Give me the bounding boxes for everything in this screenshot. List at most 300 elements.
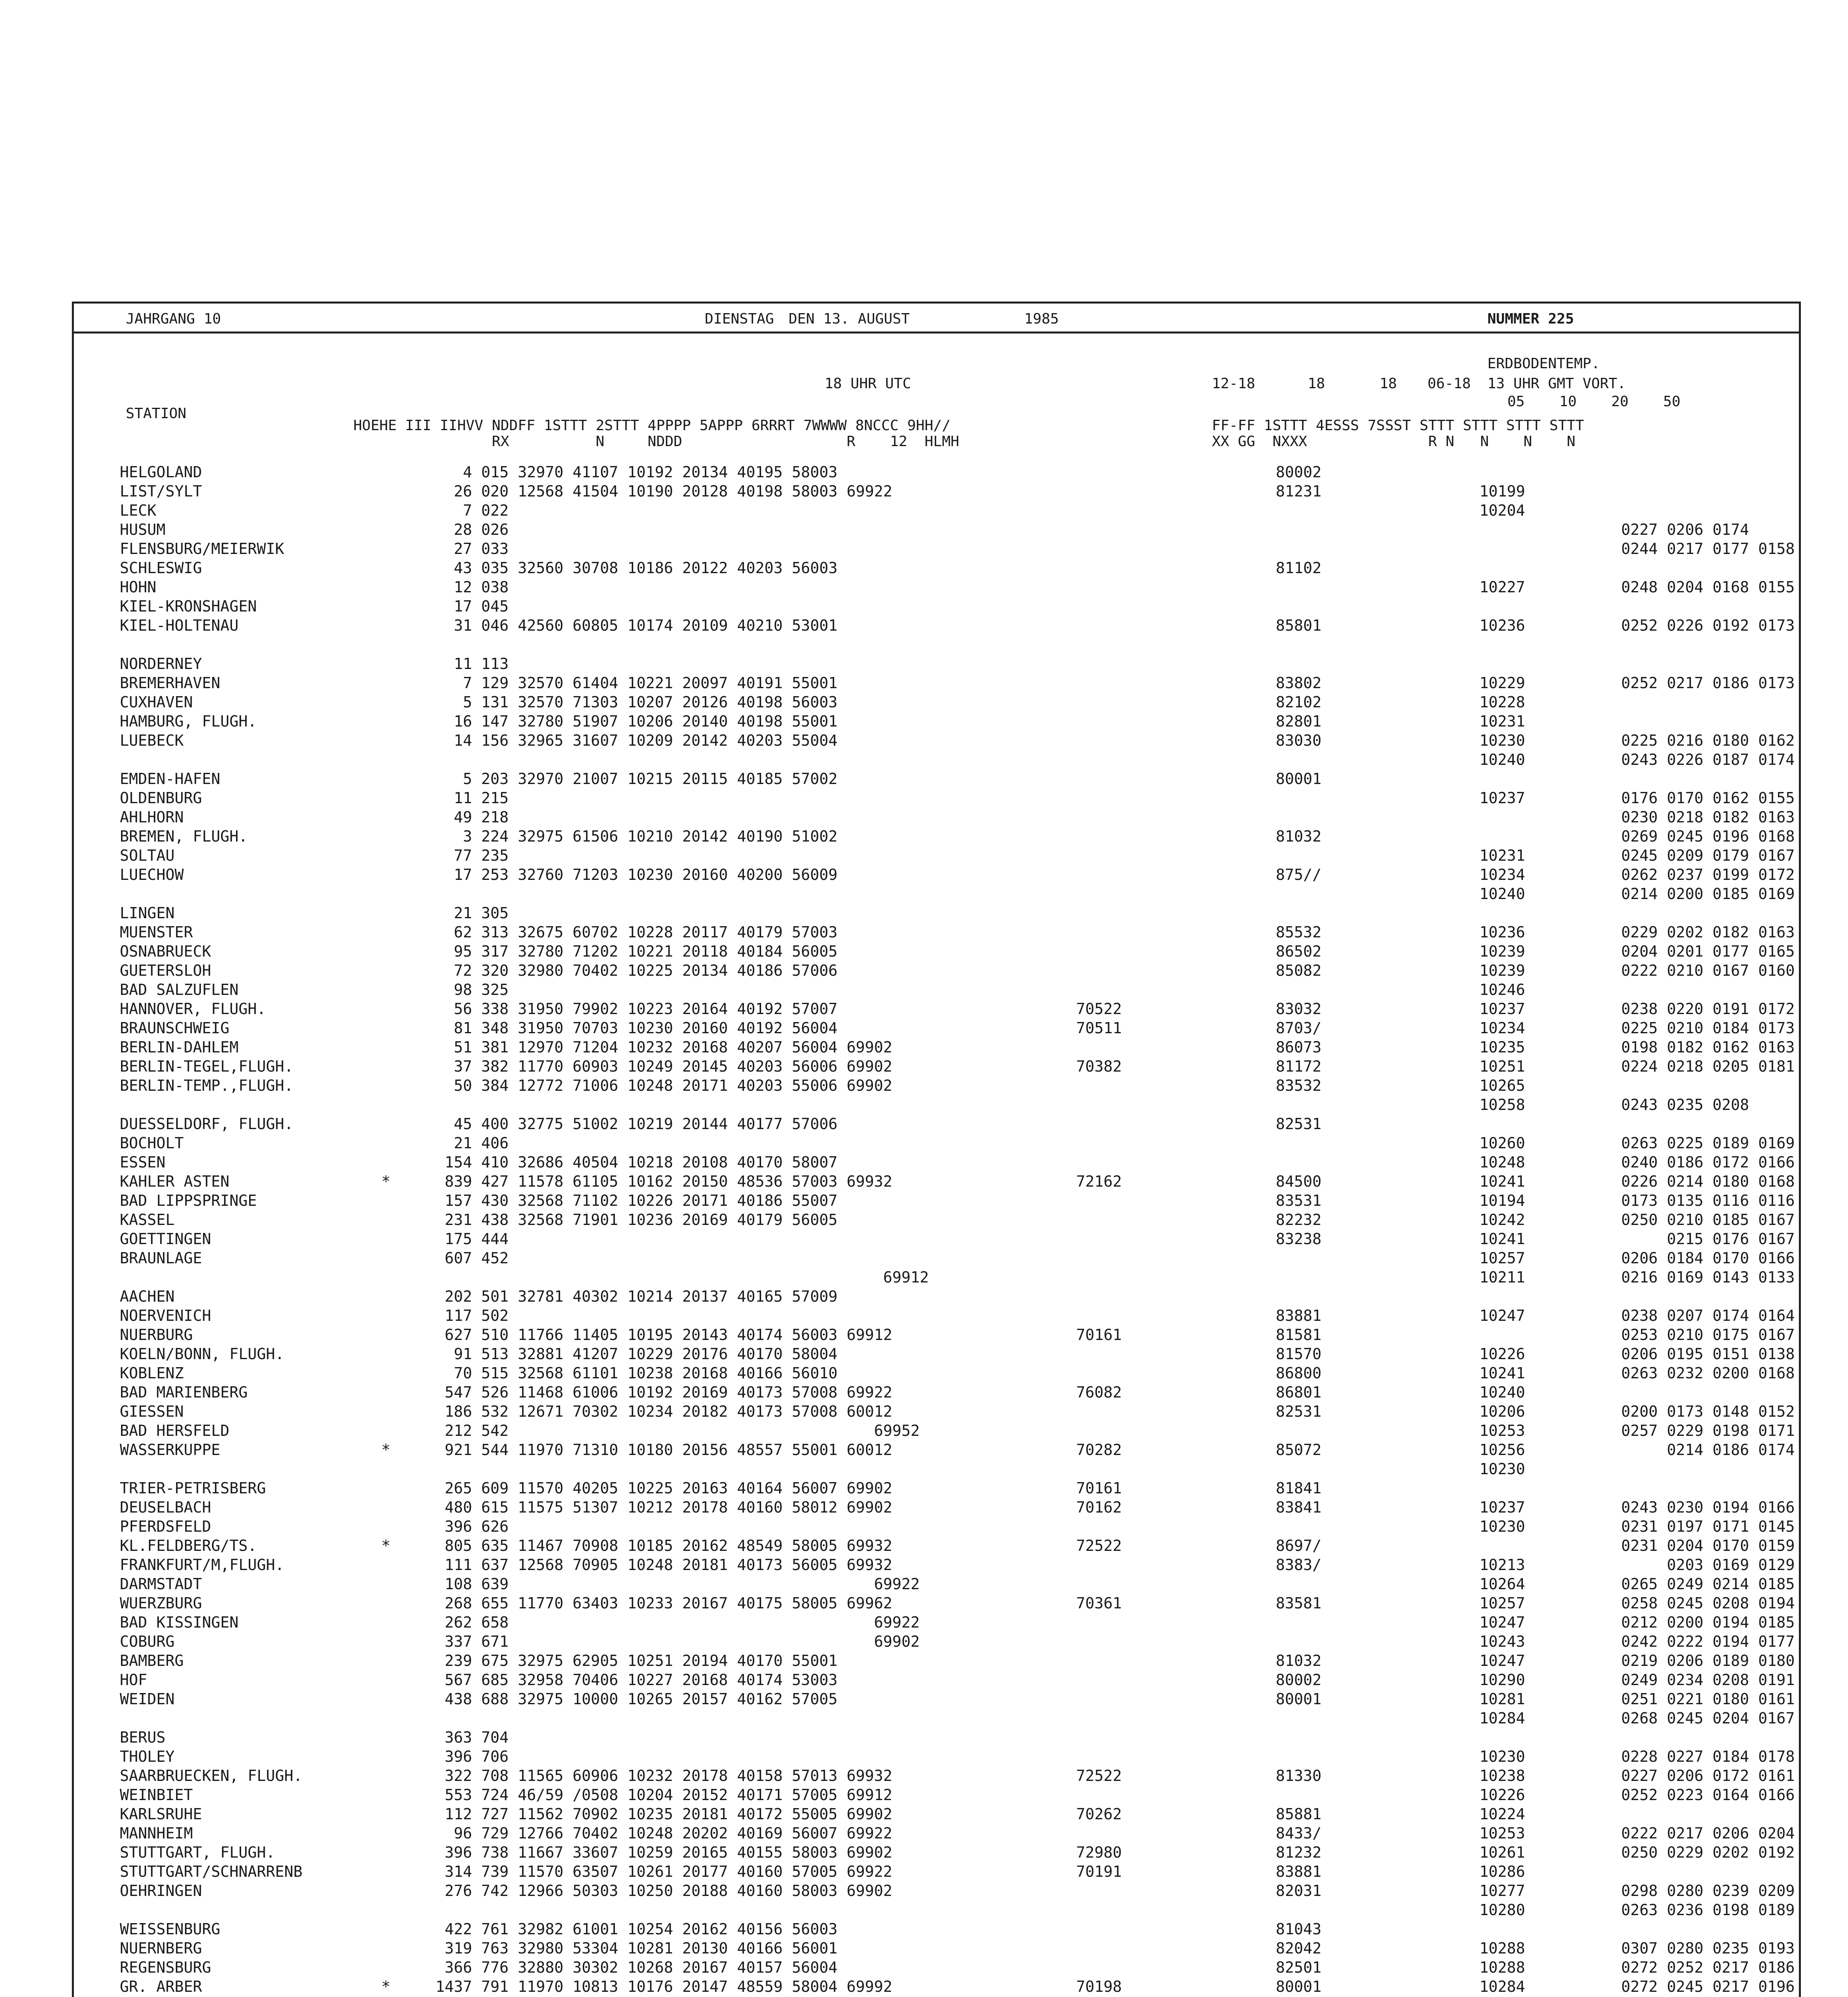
soil-temps: 0231 0204 0170 0159 bbox=[1621, 1537, 1795, 1554]
synop-groups: 31 046 42560 60805 10174 20109 40210 53001 bbox=[417, 617, 838, 634]
synop-groups: 5 203 32970 21007 10215 20115 40185 57002 bbox=[417, 770, 838, 788]
synop-groups: 157 430 32568 71102 10226 20171 40186 55007 bbox=[417, 1192, 838, 1209]
extreme-temps: 10265 bbox=[1479, 1077, 1525, 1094]
station-name: DUESSELDORF, FLUGH. bbox=[120, 1115, 293, 1133]
extreme-temps: 10230 bbox=[1479, 1518, 1525, 1535]
group-8nccc: 80002 bbox=[1276, 1671, 1322, 1689]
table-row bbox=[74, 1249, 1799, 1268]
station-name: HANNOVER, FLUGH. bbox=[120, 1000, 266, 1018]
mountain-marker: * bbox=[381, 1441, 391, 1459]
extreme-temps: 10206 bbox=[1479, 1403, 1525, 1420]
extreme-temps: 10261 bbox=[1479, 1844, 1525, 1861]
station-name: COBURG bbox=[120, 1633, 175, 1650]
soil-temps: 0228 0227 0184 0178 bbox=[1621, 1748, 1795, 1765]
table-row bbox=[74, 1192, 1799, 1211]
extreme-temps: 10257 bbox=[1479, 1594, 1525, 1612]
station-name: HOF bbox=[120, 1671, 147, 1689]
table-row bbox=[74, 1690, 1799, 1709]
table-row bbox=[74, 1633, 1799, 1652]
station-name: WASSERKUPPE bbox=[120, 1441, 220, 1459]
soil-temps: 0245 0209 0179 0167 bbox=[1621, 847, 1795, 864]
group-7wwww: 70522 bbox=[1076, 1000, 1122, 1018]
soil-temps: 0263 0232 0200 0168 bbox=[1621, 1364, 1795, 1382]
table-row bbox=[74, 463, 1799, 482]
station-name: CUXHAVEN bbox=[120, 693, 193, 711]
table-row bbox=[74, 866, 1799, 885]
table-row bbox=[74, 1153, 1799, 1173]
group-8nccc: 81232 bbox=[1276, 1844, 1322, 1861]
extreme-temps: 10260 bbox=[1479, 1134, 1525, 1152]
synop-groups: 480 615 11575 51307 10212 20178 40160 58012 69902 bbox=[417, 1499, 892, 1516]
extreme-temps: 10231 bbox=[1479, 847, 1525, 864]
extreme-temps: 10229 bbox=[1479, 674, 1525, 692]
jahrgang-label: JAHRGANG 10 bbox=[126, 311, 221, 327]
weekday-label: DIENSTAG bbox=[705, 311, 774, 327]
synop-groups: 117 502 bbox=[417, 1307, 509, 1324]
table-row bbox=[74, 1671, 1799, 1690]
group-8nccc: 82501 bbox=[1276, 1959, 1322, 1976]
extreme-temps: 10234 bbox=[1479, 866, 1525, 883]
issue-number: NUMMER 225 bbox=[1487, 311, 1574, 327]
station-name: WEISSENBURG bbox=[120, 1920, 220, 1938]
soil-temps: 0200 0173 0148 0152 bbox=[1621, 1403, 1795, 1420]
soil-temps: 0250 0229 0202 0192 bbox=[1621, 1844, 1795, 1861]
group-7wwww: 70198 bbox=[1076, 1978, 1122, 1995]
soil-temps: 0269 0245 0196 0168 bbox=[1621, 828, 1795, 845]
extreme-temps: 10230 bbox=[1479, 1460, 1525, 1478]
soil-temps: 0227 0206 0172 0161 bbox=[1621, 1767, 1795, 1785]
table-row bbox=[74, 1729, 1799, 1748]
col-13uhr: 13 UHR GMT VORT. bbox=[1487, 375, 1626, 392]
table-row bbox=[74, 1844, 1799, 1863]
synop-groups: 51 381 12970 71204 10232 20168 40207 56004 69902 bbox=[417, 1038, 892, 1056]
synop-groups: 11 215 bbox=[417, 789, 509, 807]
synop-groups: 422 761 32982 61001 10254 20162 40156 56003 bbox=[417, 1920, 838, 1938]
soil-temps: 0222 0210 0167 0160 bbox=[1621, 962, 1795, 979]
extreme-temps: 10264 bbox=[1479, 1575, 1525, 1593]
group-7wwww: 70191 bbox=[1076, 1863, 1122, 1880]
station-name: KIEL-KRONSHAGEN bbox=[120, 598, 257, 615]
station-name: FRANKFURT/M,FLUGH. bbox=[120, 1556, 284, 1574]
extreme-temps: 10253 bbox=[1479, 1824, 1525, 1842]
synop-groups: 7 022 bbox=[417, 502, 509, 519]
station-name: OEHRINGEN bbox=[120, 1882, 202, 1900]
table-row bbox=[74, 1403, 1799, 1422]
group-8nccc: 83802 bbox=[1276, 674, 1322, 692]
group-8nccc: 83238 bbox=[1276, 1230, 1322, 1248]
synop-groups: 396 706 bbox=[417, 1748, 509, 1765]
soil-temps: 0272 0245 0217 0196 bbox=[1621, 1978, 1795, 1995]
synop-groups: 21 406 bbox=[417, 1134, 509, 1152]
station-name: LECK bbox=[120, 502, 157, 519]
station-name: BERLIN-TEMP.,FLUGH. bbox=[120, 1077, 293, 1094]
extreme-temps: 10226 bbox=[1479, 1786, 1525, 1804]
extreme-temps: 10288 bbox=[1479, 1959, 1525, 1976]
extreme-temps: 10211 bbox=[1479, 1268, 1525, 1286]
station-name: NORDERNEY bbox=[120, 655, 202, 673]
table-row bbox=[74, 1077, 1799, 1096]
table-row bbox=[74, 1652, 1799, 1671]
group-8nccc: 83881 bbox=[1276, 1863, 1322, 1880]
extreme-temps: 10237 bbox=[1479, 789, 1525, 807]
station-name: BRAUNLAGE bbox=[120, 1249, 202, 1267]
group-8nccc: 83531 bbox=[1276, 1192, 1322, 1209]
group-8nccc: 84500 bbox=[1276, 1173, 1322, 1190]
right-columns-header: FF-FF 1STTT 4ESSS 7SSST STTT STTT STTT STTT bbox=[1212, 417, 1584, 434]
group-8nccc: 81231 bbox=[1276, 482, 1322, 500]
weather-report-sheet bbox=[72, 302, 1801, 1997]
group-7wwww: 70361 bbox=[1076, 1594, 1122, 1612]
synop-groups: 108 639 69922 bbox=[417, 1575, 920, 1593]
group-8nccc: 875// bbox=[1276, 866, 1322, 883]
soil-temps: 0198 0182 0162 0163 bbox=[1621, 1038, 1795, 1056]
table-row bbox=[74, 828, 1799, 847]
table-row bbox=[74, 1460, 1799, 1479]
table-row bbox=[74, 1058, 1799, 1077]
table-row bbox=[74, 1748, 1799, 1767]
soil-temps: 0224 0218 0205 0181 bbox=[1621, 1058, 1795, 1075]
table-row bbox=[74, 1000, 1799, 1019]
table-row bbox=[74, 1268, 1799, 1288]
synop-groups: 45 400 32775 51002 10219 20144 40177 57006 bbox=[417, 1115, 838, 1133]
table-row bbox=[74, 502, 1799, 521]
extreme-temps: 10204 bbox=[1479, 502, 1525, 519]
soil-temps: 0243 0235 0208 bbox=[1621, 1096, 1749, 1114]
soil-temps: 0203 0169 0129 bbox=[1621, 1556, 1795, 1574]
station-name: BRAUNSCHWEIG bbox=[120, 1019, 230, 1037]
table-row bbox=[74, 1288, 1799, 1307]
group-8nccc: 81032 bbox=[1276, 828, 1322, 845]
soil-temps: 0250 0210 0185 0167 bbox=[1621, 1211, 1795, 1229]
table-row bbox=[74, 540, 1799, 559]
station-name: WEIDEN bbox=[120, 1690, 175, 1708]
station-name: DEUSELBACH bbox=[120, 1499, 211, 1516]
synop-groups: 607 452 bbox=[417, 1249, 509, 1267]
table-row bbox=[74, 1345, 1799, 1364]
group-8nccc: 81581 bbox=[1276, 1326, 1322, 1344]
extreme-temps: 10231 bbox=[1479, 713, 1525, 730]
group-8nccc: 82531 bbox=[1276, 1115, 1322, 1133]
group-7wwww: 72980 bbox=[1076, 1844, 1122, 1861]
group-8nccc: 81841 bbox=[1276, 1479, 1322, 1497]
synop-groups: 77 235 bbox=[417, 847, 509, 864]
station-name: LUEBECK bbox=[120, 732, 184, 749]
station-name: BERLIN-TEGEL,FLUGH. bbox=[120, 1058, 293, 1075]
synop-groups: 1437 791 11970 10813 10176 20147 48559 58004 69992 bbox=[417, 1978, 892, 1995]
station-name: HOHN bbox=[120, 578, 157, 596]
extreme-temps: 10247 bbox=[1479, 1614, 1525, 1631]
group-8nccc: 81043 bbox=[1276, 1920, 1322, 1938]
group-8nccc: 8703/ bbox=[1276, 1019, 1322, 1037]
table-row bbox=[74, 1709, 1799, 1729]
soil-temps: 0230 0218 0182 0163 bbox=[1621, 808, 1795, 826]
synop-groups: 56 338 31950 79902 10223 20164 40192 57007 bbox=[417, 1000, 838, 1018]
mountain-marker: * bbox=[381, 1173, 391, 1190]
group-8nccc: 83881 bbox=[1276, 1307, 1322, 1324]
group-8nccc: 83532 bbox=[1276, 1077, 1322, 1094]
extreme-temps: 10238 bbox=[1479, 1767, 1525, 1785]
synop-groups: 337 671 69902 bbox=[417, 1633, 920, 1650]
table-row bbox=[74, 1978, 1799, 1997]
extreme-temps: 10284 bbox=[1479, 1709, 1525, 1727]
table-row bbox=[74, 923, 1799, 943]
table-row bbox=[74, 559, 1799, 578]
table-row bbox=[74, 1939, 1799, 1959]
soil-temps: 0176 0170 0162 0155 bbox=[1621, 789, 1795, 807]
station-name: AACHEN bbox=[120, 1288, 175, 1305]
extreme-temps: 10286 bbox=[1479, 1863, 1525, 1880]
extreme-temps: 10230 bbox=[1479, 1748, 1525, 1765]
erdboden-title: ERDBODENTEMP. bbox=[1487, 355, 1600, 372]
extreme-temps: 10242 bbox=[1479, 1211, 1525, 1229]
group-8nccc: 83030 bbox=[1276, 732, 1322, 749]
extreme-temps: 10280 bbox=[1479, 1901, 1525, 1919]
soil-temps: 0249 0234 0208 0191 bbox=[1621, 1671, 1795, 1689]
station-name: BAD MARIENBERG bbox=[120, 1384, 248, 1401]
station-name: BOCHOLT bbox=[120, 1134, 184, 1152]
extreme-temps: 10241 bbox=[1479, 1364, 1525, 1382]
synop-groups: 175 444 bbox=[417, 1230, 509, 1248]
table-row bbox=[74, 1096, 1799, 1115]
station-name: KOBLENZ bbox=[120, 1364, 184, 1382]
synop-groups: 12 038 bbox=[417, 578, 509, 596]
table-row bbox=[74, 1518, 1799, 1537]
synop-groups: 5 131 32570 71303 10207 20126 40198 56003 bbox=[417, 693, 838, 711]
synop-groups: 396 738 11667 33607 10259 20165 40155 58003 69902 bbox=[417, 1844, 892, 1861]
soil-temps: 0173 0135 0116 0116 bbox=[1621, 1192, 1795, 1209]
table-row bbox=[74, 655, 1799, 674]
station-name: LUECHOW bbox=[120, 866, 184, 883]
station-name: OSNABRUECK bbox=[120, 943, 211, 960]
group-8nccc: 81172 bbox=[1276, 1058, 1322, 1075]
table-row bbox=[74, 847, 1799, 866]
station-name: BAD HERSFELD bbox=[120, 1422, 230, 1439]
table-row bbox=[74, 1422, 1799, 1441]
synop-groups: 4 015 32970 41107 10192 20134 40195 58003 bbox=[417, 463, 838, 481]
soil-temps: 0231 0197 0171 0145 bbox=[1621, 1518, 1795, 1535]
station-name: KASSEL bbox=[120, 1211, 175, 1229]
extreme-temps: 10226 bbox=[1479, 1345, 1525, 1363]
soil-temps: 0204 0201 0177 0165 bbox=[1621, 943, 1795, 960]
station-name: OLDENBURG bbox=[120, 789, 202, 807]
station-name: LIST/SYLT bbox=[120, 482, 202, 500]
table-row bbox=[74, 1824, 1799, 1844]
group-8nccc: 82102 bbox=[1276, 693, 1322, 711]
soil-temps: 0265 0249 0214 0185 bbox=[1621, 1575, 1795, 1593]
table-row bbox=[74, 885, 1799, 904]
synop-groups: 37 382 11770 60903 10249 20145 40203 56006 69902 bbox=[417, 1058, 892, 1075]
extreme-temps: 10240 bbox=[1479, 751, 1525, 768]
synop-groups: 547 526 11468 61006 10192 20169 40173 57008 69922 bbox=[417, 1384, 892, 1401]
group-8nccc: 85801 bbox=[1276, 617, 1322, 634]
table-row bbox=[74, 1038, 1799, 1058]
extreme-temps: 10246 bbox=[1479, 981, 1525, 998]
soil-temps: 0263 0236 0198 0189 bbox=[1621, 1901, 1795, 1919]
table-row bbox=[74, 808, 1799, 828]
extreme-temps: 10290 bbox=[1479, 1671, 1525, 1689]
extreme-temps: 10230 bbox=[1479, 732, 1525, 749]
group-8nccc: 82801 bbox=[1276, 713, 1322, 730]
mountain-marker: * bbox=[381, 1978, 391, 1995]
table-row bbox=[74, 904, 1799, 923]
extreme-temps: 10235 bbox=[1479, 1038, 1525, 1056]
synop-groups: 96 729 12766 70402 10248 20202 40169 56007 69922 bbox=[417, 1824, 892, 1842]
station-name: KAHLER ASTEN bbox=[120, 1173, 230, 1190]
synop-groups: 366 776 32880 30302 10268 20167 40157 56004 bbox=[417, 1959, 838, 1976]
table-row bbox=[74, 981, 1799, 1000]
synop-groups: 7 129 32570 61404 10221 20097 40191 55001 bbox=[417, 674, 838, 692]
synop-groups: 21 305 bbox=[417, 904, 509, 922]
group-8nccc: 8697/ bbox=[1276, 1537, 1322, 1554]
station-header: STATION bbox=[126, 405, 186, 422]
station-name: BREMERHAVEN bbox=[120, 674, 220, 692]
station-name: TRIER-PETRISBERG bbox=[120, 1479, 266, 1497]
extreme-temps: 10253 bbox=[1479, 1422, 1525, 1439]
synop-groups: 231 438 32568 71901 10236 20169 40179 56005 bbox=[417, 1211, 838, 1229]
station-name: AHLHORN bbox=[120, 808, 184, 826]
group-7wwww: 70262 bbox=[1076, 1805, 1122, 1823]
soil-temps: 0253 0210 0175 0167 bbox=[1621, 1326, 1795, 1344]
station-name: BAD SALZUFLEN bbox=[120, 981, 239, 998]
extreme-temps: 10199 bbox=[1479, 482, 1525, 500]
station-name: WEINBIET bbox=[120, 1786, 193, 1804]
extreme-temps: 10288 bbox=[1479, 1939, 1525, 1957]
synop-groups: 186 532 12671 70302 10234 20182 40173 57008 60012 bbox=[417, 1403, 892, 1420]
synop-groups: 553 724 46/59 /0508 10204 20152 40171 57005 69912 bbox=[417, 1786, 892, 1804]
table-row bbox=[74, 1575, 1799, 1594]
extreme-temps: 10257 bbox=[1479, 1249, 1525, 1267]
soil-temps: 0257 0229 0198 0171 bbox=[1621, 1422, 1795, 1439]
synop-groups: 17 253 32760 71203 10230 20160 40200 56009 bbox=[417, 866, 838, 883]
soil-temps: 0212 0200 0194 0185 bbox=[1621, 1614, 1795, 1631]
col-18a: 18 bbox=[1308, 375, 1325, 392]
soil-temps: 0248 0204 0168 0155 bbox=[1621, 578, 1795, 596]
station-name: NUERBURG bbox=[120, 1326, 193, 1344]
mountain-marker: * bbox=[381, 1537, 391, 1554]
table-row bbox=[74, 598, 1799, 617]
extreme-temps: 10241 bbox=[1479, 1173, 1525, 1190]
station-name: STUTTGART, FLUGH. bbox=[120, 1844, 275, 1861]
extreme-temps: 10237 bbox=[1479, 1000, 1525, 1018]
table-row bbox=[74, 1959, 1799, 1978]
soil-temps: 0214 0186 0174 bbox=[1621, 1441, 1795, 1459]
soil-temps: 0225 0210 0184 0173 bbox=[1621, 1019, 1795, 1037]
group-8nccc: 83581 bbox=[1276, 1594, 1322, 1612]
group-8nccc: 86073 bbox=[1276, 1038, 1322, 1056]
synop-groups: 72 320 32980 70402 10225 20134 40186 57006 bbox=[417, 962, 838, 979]
date-label: DEN 13. AUGUST bbox=[789, 311, 910, 327]
station-name: HUSUM bbox=[120, 521, 166, 538]
soil-temps: 0206 0195 0151 0138 bbox=[1621, 1345, 1795, 1363]
station-name: KL.FELDBERG/TS. bbox=[120, 1537, 257, 1554]
synop-groups: 91 513 32881 41207 10229 20176 40170 58004 bbox=[417, 1345, 838, 1363]
table-row bbox=[74, 943, 1799, 962]
station-name: FLENSBURG/MEIERWIK bbox=[120, 540, 284, 558]
station-name: GUETERSLOH bbox=[120, 962, 211, 979]
group-7wwww: 72522 bbox=[1076, 1767, 1122, 1785]
extreme-temps: 10240 bbox=[1479, 1384, 1525, 1401]
soil-temps: 0214 0200 0185 0169 bbox=[1621, 885, 1795, 903]
group-7wwww: 70282 bbox=[1076, 1441, 1122, 1459]
synop-groups: 81 348 31950 70703 10230 20160 40192 56004 bbox=[417, 1019, 838, 1037]
station-name: NOERVENICH bbox=[120, 1307, 211, 1324]
soil-temps: 0272 0252 0217 0186 bbox=[1621, 1959, 1795, 1976]
synop-groups: 921 544 11970 71310 10180 20156 48557 55001 60012 bbox=[417, 1441, 892, 1459]
group-7wwww: 70161 bbox=[1076, 1479, 1122, 1497]
synop-groups: 314 739 11570 63507 10261 20177 40160 57005 69922 bbox=[417, 1863, 892, 1880]
soil-temps: 0252 0217 0186 0173 bbox=[1621, 674, 1795, 692]
extreme-temps: 10241 bbox=[1479, 1230, 1525, 1248]
table-row bbox=[74, 521, 1799, 540]
table-row bbox=[74, 1307, 1799, 1326]
table-row bbox=[74, 1805, 1799, 1824]
soil-temps: 0238 0207 0174 0164 bbox=[1621, 1307, 1795, 1324]
extreme-temps: 10239 bbox=[1479, 943, 1525, 960]
group-8nccc: 81330 bbox=[1276, 1767, 1322, 1785]
group-8nccc: 80001 bbox=[1276, 1690, 1322, 1708]
soil-temps: 0298 0280 0239 0209 bbox=[1621, 1882, 1795, 1900]
synop-groups: 239 675 32975 62905 10251 20194 40170 55001 bbox=[417, 1652, 838, 1669]
station-name: KIEL-HOLTENAU bbox=[120, 617, 239, 634]
synop-groups: 70 515 32568 61101 10238 20168 40166 56010 bbox=[417, 1364, 838, 1382]
synop-groups: 202 501 32781 40302 10214 20137 40165 57009 bbox=[417, 1288, 838, 1305]
soil-temps: 0307 0280 0235 0193 bbox=[1621, 1939, 1795, 1957]
group-8nccc: 86800 bbox=[1276, 1364, 1322, 1382]
station-name: BAMBERG bbox=[120, 1652, 184, 1669]
synop-groups: 212 542 69952 bbox=[417, 1422, 920, 1439]
synop-groups: 62 313 32675 60702 10228 20117 40179 57003 bbox=[417, 923, 838, 941]
synop-groups: 49 218 bbox=[417, 808, 509, 826]
group-8nccc: 83841 bbox=[1276, 1499, 1322, 1516]
soil-temps: 0219 0206 0189 0180 bbox=[1621, 1652, 1795, 1669]
extreme-temps: 10247 bbox=[1479, 1652, 1525, 1669]
station-name: MUENSTER bbox=[120, 923, 193, 941]
group-7wwww: 70161 bbox=[1076, 1326, 1122, 1344]
soil-temps: 0243 0230 0194 0166 bbox=[1621, 1499, 1795, 1516]
soil-temps: 0252 0226 0192 0173 bbox=[1621, 617, 1795, 634]
synop-groups: 17 045 bbox=[417, 598, 509, 615]
group-8nccc: 85532 bbox=[1276, 923, 1322, 941]
extreme-temps: 10281 bbox=[1479, 1690, 1525, 1708]
station-name: HELGOLAND bbox=[120, 463, 202, 481]
table-row bbox=[74, 1863, 1799, 1882]
group-7wwww: 70382 bbox=[1076, 1058, 1122, 1075]
soil-temps: 0238 0220 0191 0172 bbox=[1621, 1000, 1795, 1018]
group-8nccc: 85082 bbox=[1276, 962, 1322, 979]
station-name: DARMSTADT bbox=[120, 1575, 202, 1593]
group-8nccc: 81102 bbox=[1276, 559, 1322, 577]
synop-groups: 396 626 bbox=[417, 1518, 509, 1535]
soil-temps: 0206 0184 0170 0166 bbox=[1621, 1249, 1795, 1267]
station-name: GR. ARBER bbox=[120, 1978, 202, 1995]
table-row bbox=[74, 1614, 1799, 1633]
station-name: GIESSEN bbox=[120, 1403, 184, 1420]
table-row bbox=[74, 1594, 1799, 1614]
synop-groups: 154 410 32686 40504 10218 20108 40170 58007 bbox=[417, 1153, 838, 1171]
synop-groups: 14 156 32965 31607 10209 20142 40203 55004 bbox=[417, 732, 838, 749]
group-8nccc: 81032 bbox=[1276, 1652, 1322, 1669]
station-name: SCHLESWIG bbox=[120, 559, 202, 577]
soil-temps: 0242 0222 0194 0177 bbox=[1621, 1633, 1795, 1650]
table-row bbox=[74, 617, 1799, 636]
group-8nccc: 85881 bbox=[1276, 1805, 1322, 1823]
table-row bbox=[74, 1326, 1799, 1345]
synop-groups: 268 655 11770 63403 10233 20167 40175 58005 69962 bbox=[417, 1594, 892, 1612]
soil-temps: 0243 0226 0187 0174 bbox=[1621, 751, 1795, 768]
table-row bbox=[74, 1230, 1799, 1249]
station-name: REGENSBURG bbox=[120, 1959, 211, 1976]
extreme-temps: 10227 bbox=[1479, 578, 1525, 596]
